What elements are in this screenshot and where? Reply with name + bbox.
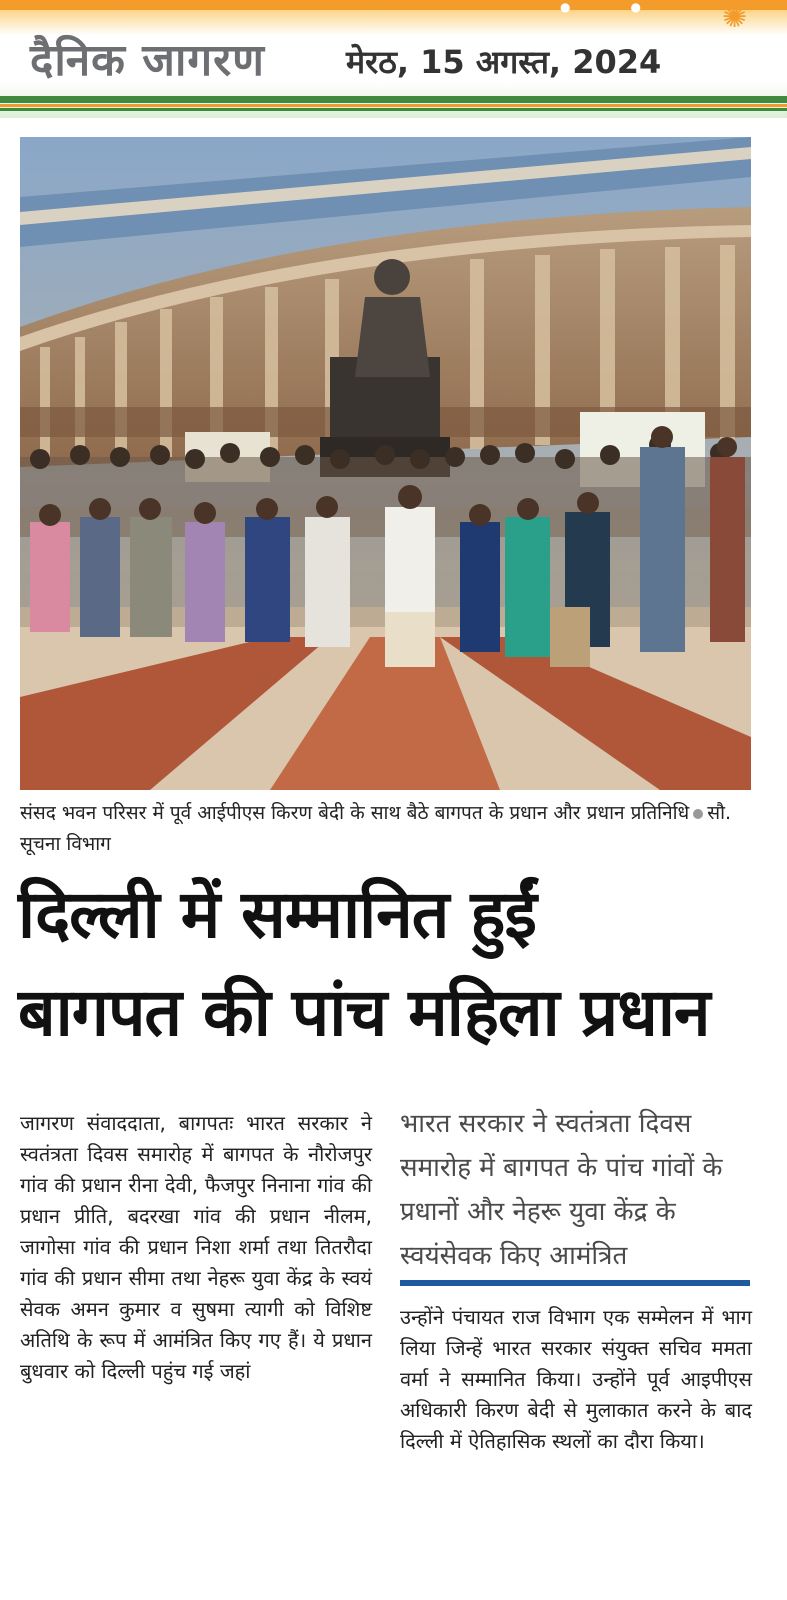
pull-quote: भारत सरकार ने स्वतंत्रता दिवस समारोह में बागपत के पांच गांवों के प्रधानों और नेहरू युवा केंद्र के स्वयंसेवक किए आमंत्रित	[400, 1109, 723, 1271]
sun-emblem-icon: ✺	[722, 0, 748, 35]
masthead-saffron-rule	[0, 104, 787, 107]
photo-caption	[20, 798, 765, 860]
article-body-left-column: जागरण संवाददाता, बागपतः भारत सरकार ने स्वतंत्रता दिवस समारोह में बागपत के नौरोजपुर गांव की प्रधान रीना देवी, फैजपुर निनाना गांव की प्रधान प्रीति, बदरखा गांव की प्रधान नीलम, जागोसा गांव की प्रधान निशा शर्मा तथा तितरौदा गांव की प्रधान सीमा तथा नेहरू युवा केंद्र के स्वयं सेवक अमन कुमार व सुषमा त्यागी को विशिष्ट अतिथि के रूप में आमंत्रित किए गए हैं। ये प्रधान बुधवार को दिल्ली पहुंच गई जहां	[20, 1111, 372, 1383]
masthead	[0, 0, 787, 118]
dateline: मेरठ, 15 अगस्त, 2024	[346, 43, 662, 81]
masthead-green-rule-thin	[0, 108, 787, 111]
bullet-icon	[693, 809, 703, 819]
parliament-group-photo	[20, 137, 751, 790]
pull-quote-rule	[400, 1280, 750, 1286]
photo-credit: सौ. सूचना विभाग	[20, 802, 732, 855]
masthead-decoration: ●●	[560, 0, 701, 14]
article-body-right-column: उन्होंने पंचायत राज विभाग एक सम्मेलन में भाग लिया जिन्हें भारत सरकार संयुक्त सचिव ममता वर्मा ने सम्मानित किया। उन्होंने पूर्व आइपीएस अधिकारी किरण बेदी से मुलाकात करने के बाद दिल्ली में ऐतिहासिक स्थलों का दौरा किया।	[400, 1305, 752, 1453]
headline-line-2: बागपत की पांच महिला प्रधान	[18, 974, 710, 1051]
news-photo	[20, 137, 751, 790]
masthead-green-rule	[0, 96, 787, 103]
headline-line-1: दिल्ली में सम्मानित हुईं	[18, 876, 536, 953]
caption-text: संसद भवन परिसर में पूर्व आईपीएस किरण बेदी के साथ बैठे बागपत के प्रधान और प्रधान प्रतिनिधि	[20, 802, 690, 824]
newspaper-title: दैनिक जागरण	[30, 35, 265, 86]
headline	[18, 866, 778, 1062]
